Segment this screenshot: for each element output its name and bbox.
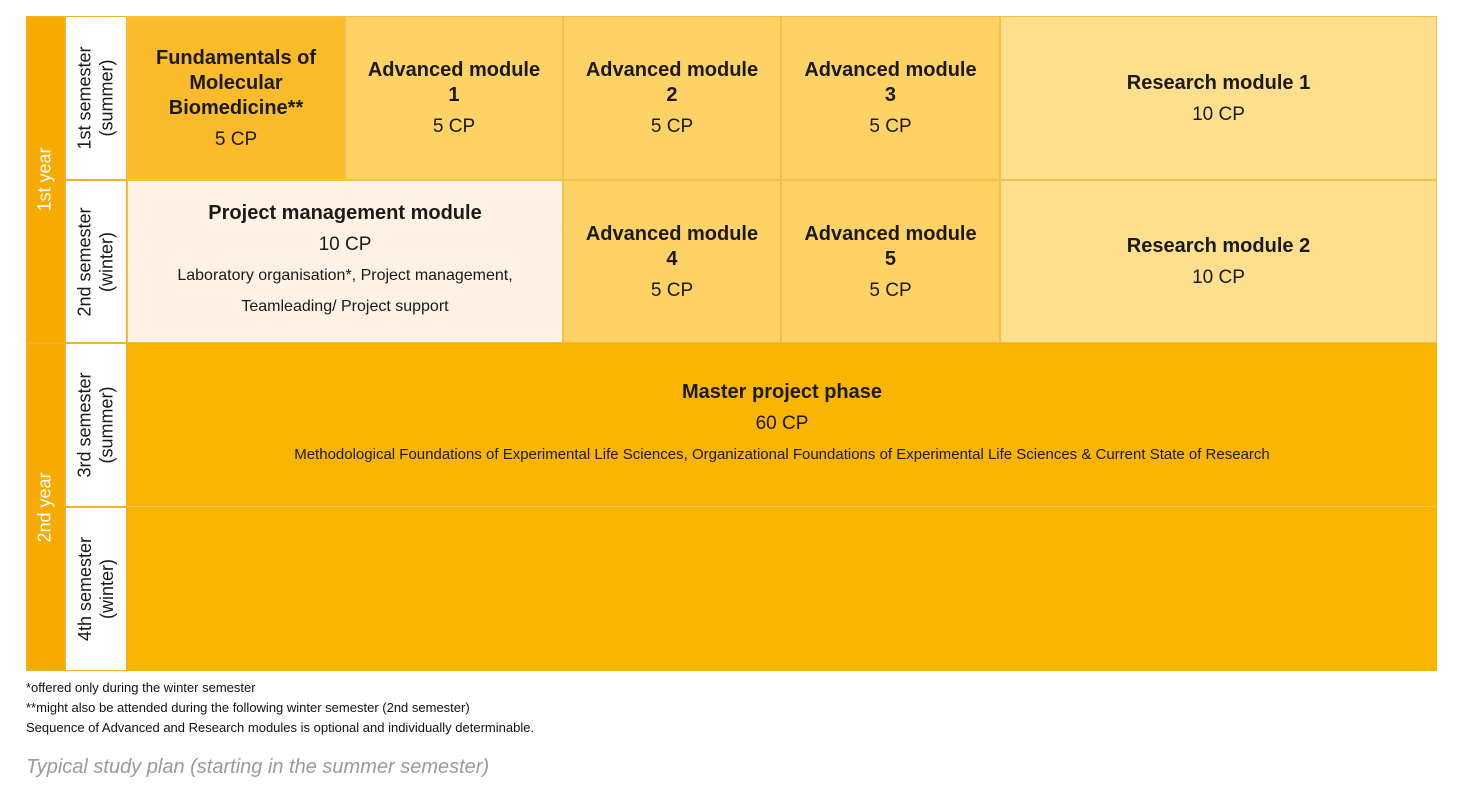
module-project-management [127,180,563,343]
adv1-title-line1: Advanced module [367,59,541,81]
fundamentals-title-line1: Fundamentals of [155,46,316,69]
adv4-title-line2: 4 [666,247,678,270]
adv3-title-line2: 3 [884,84,897,106]
adv4-title-line1: Advanced module [585,222,759,245]
year-1-text: 1st year [35,147,55,212]
semester-label-1 [65,16,127,180]
footnotes [26,678,534,738]
module-research-2 [1000,180,1437,343]
adv2-title-line2: 2 [666,84,678,106]
master-cp: 60 CP [755,413,809,434]
figure-caption: Typical study plan (starting in the summer semester) [26,756,490,778]
footnote-2: **might also be attended during the following winter semester (2nd semester) [26,700,470,715]
project-mgmt-sub-line2: Teamleading/ Project support [241,298,449,315]
semester-2-season: (winter) [97,231,117,292]
master-project-phase-semester-4 [127,507,1437,671]
semester-4-season: (winter) [97,558,118,620]
fundamentals-cp: 5 CP [214,128,258,150]
research2-title: Research module 2 [1126,235,1311,257]
module-advanced-5 [781,180,1000,343]
master-title: Master project phase [681,381,883,403]
module-advanced-4 [563,180,781,343]
semester-label-2 [65,180,127,343]
project-mgmt-title: Project management module [208,202,482,224]
module-master-project-phase [127,343,1437,507]
module-advanced-2 [563,16,781,180]
semester-3-name: 3rd semester [75,372,96,478]
semester-label-3 [65,343,127,507]
research2-cp: 10 CP [1192,267,1245,288]
fundamentals-title-line2: Molecular [189,71,283,94]
semester-1-season: (summer) [97,59,118,137]
module-advanced-1 [345,16,563,180]
adv1-title-line2: 1 [448,84,460,106]
adv1-cp: 5 CP [432,116,476,137]
adv5-title-line2: 5 [884,247,897,270]
footnote-3: Sequence of Advanced and Research modules is optional and individually determinable. [26,720,535,735]
semester-3-season: (summer) [97,386,118,464]
fundamentals-title-line3: Biomedicine** [168,96,304,119]
adv5-title-line1: Advanced module [804,222,977,245]
year-label-1st [26,16,65,343]
adv2-title-line1: Advanced module [585,59,759,81]
adv3-cp: 5 CP [869,116,912,137]
project-mgmt-sub-line1: Laboratory organisation*, Project management, [177,267,513,284]
adv4-cp: 5 CP [650,279,694,301]
adv2-cp: 5 CP [650,116,694,137]
research1-title: Research module 1 [1126,71,1311,94]
module-advanced-3 [781,16,1000,180]
master-sub: Methodological Foundations of Experimental Life Sciences, Organizational Foundations of Experimental Life Sciences & Current State of Research [294,446,1270,463]
footnote-1: *offered only during the winter semester [26,680,256,695]
module-research-1 [1000,16,1437,180]
project-mgmt-cp: 10 CP [318,234,372,255]
semester-1-name: 1st semester [75,46,96,150]
adv3-title-line1: Advanced module [804,59,977,81]
research1-cp: 10 CP [1192,103,1245,125]
semester-label-4 [65,507,127,671]
semester-2-name: 2nd semester [75,206,95,317]
year-label-2nd [26,343,65,671]
year-2-text: 2nd year [35,471,55,543]
adv5-cp: 5 CP [869,279,912,301]
module-fundamentals [127,16,345,180]
semester-4-name: 4th semester [75,536,96,642]
